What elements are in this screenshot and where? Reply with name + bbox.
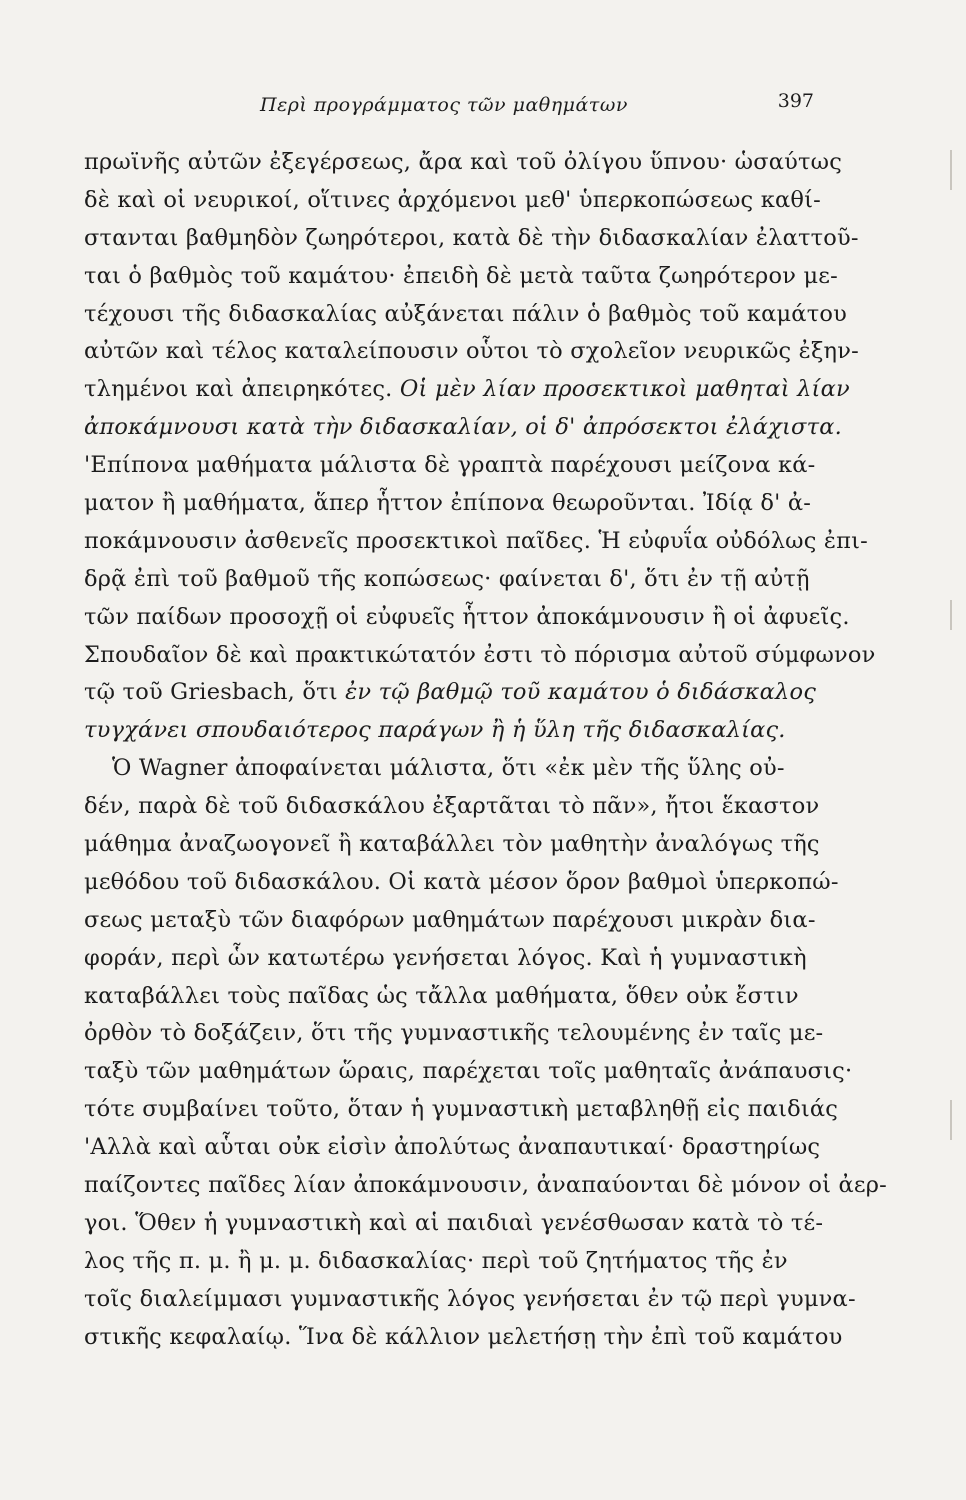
- text-line: [84, 371, 850, 409]
- page-edge-mark: [950, 150, 952, 190]
- text-line: παίζοντες παῖδες λίαν ἀποκάμνουσιν, ἀναπαύονται δὲ μόνον οἱ ἀερ-: [84, 1172, 887, 1199]
- text-line: μάθημα ἀναζωογονεῖ ἢ καταβάλλει τὸν μαθητὴν ἀναλόγως τῆς: [84, 831, 820, 858]
- text-line: τότε συμβαίνει τοῦτο, ὅταν ἡ γυμναστικὴ μεταβληθῇ εἰς παιδιάς: [84, 1096, 839, 1123]
- text-line: δέν, παρὰ δὲ τοῦ διδασκάλου ἐξαρτᾶται τὸ πᾶν», ἤτοι ἕκαστον: [84, 793, 820, 820]
- running-title: Περὶ προγράμματος τῶν μαθημάτων: [260, 94, 628, 116]
- text-line: λος τῆς π. μ. ἢ μ. μ. διδασκαλίας· περὶ τοῦ ζητήματος τῆς ἐν: [84, 1247, 788, 1274]
- text-line: τέχουσι τῆς διδασκαλίας αὐξάνεται πάλιν ὁ βαθμὸς τοῦ καμάτου: [84, 300, 847, 327]
- text-line: [84, 674, 844, 712]
- body-text: [84, 144, 887, 1357]
- text-run: τλημένοι καὶ ἀπειρηκότες.: [84, 376, 393, 403]
- text-line: φοράν, περὶ ὧν κατωτέρω γενήσεται λόγος. Καὶ ἡ γυμναστικὴ: [84, 944, 807, 971]
- page-edge-mark: [950, 1100, 952, 1140]
- text-line: δὲ καὶ οἱ νευρικοί, οἵτινες ἀρχόμενοι μεθ' ὑπερκοπώσεως καθί-: [84, 186, 821, 213]
- text-line: ἀποκάμνουσι κατὰ τὴν διδασκαλίαν, οἱ δ' ἀπρόσεκτοι ἐλάχιστα.: [84, 414, 842, 441]
- page-header: [84, 88, 824, 124]
- text-line: σεως μεταξὺ τῶν διαφόρων μαθημάτων παρέχουσι μικρὰν δια-: [84, 906, 816, 933]
- text-line: ταξὺ τῶν μαθημάτων ὥραις, παρέχεται τοῖς μαθηταῖς ἀνάπαυσις·: [84, 1058, 853, 1085]
- text-line: αὐτῶν καὶ τέλος καταλείπουσιν οὗτοι τὸ σχολεῖον νευρικῶς ἐξην-: [84, 338, 859, 365]
- text-line: Ὁ Wagner ἀποφαίνεται μάλιστα, ὅτι «ἐκ μὲν τῆς ὕλης οὐ-: [112, 755, 785, 782]
- text-line: Σπουδαῖον δὲ καὶ πρακτικώτατόν ἐστι τὸ πόρισμα αὐτοῦ σύμφωνον: [84, 641, 876, 668]
- text-line: τυγχάνει σπουδαιότερος παράγων ἢ ἡ ὕλη τῆς διδασκαλίας.: [84, 717, 786, 744]
- text-line: τῶν παίδων προσοχῇ οἱ εὐφυεῖς ἧττον ἀποκάμνουσιν ἢ οἱ ἀφυεῖς.: [84, 603, 850, 630]
- text-line: ποκάμνουσιν ἀσθενεῖς προσεκτικοὶ παῖδες. Ἡ εὐφυΐα οὐδόλως ἐπι-: [84, 527, 868, 554]
- text-line: δρᾷ ἐπὶ τοῦ βαθμοῦ τῆς κοπώσεως· φαίνεται δ', ὅτι ἐν τῇ αὐτῇ: [84, 565, 810, 592]
- italic-run: ἐν τῷ βαθμῷ τοῦ καμάτου ὁ διδάσκαλος: [345, 679, 817, 706]
- text-line: 'Αλλὰ καὶ αὗται οὐκ εἰσὶν ἀπολύτως ἀναπαυτικαί· δραστηρίως: [84, 1134, 821, 1161]
- text-line: 'Επίπονα μαθήματα μάλιστα δὲ γραπτὰ παρέχουσι μείζονα κά-: [84, 452, 816, 479]
- text-line: ται ὁ βαθμὸς τοῦ καμάτου· ἐπειδὴ δὲ μετὰ ταῦτα ζωηρότερον με-: [84, 262, 838, 289]
- page-edge-mark: [950, 600, 952, 630]
- page-number: 397: [777, 90, 814, 112]
- text-line: στικῆς κεφαλαίῳ. Ἵνα δὲ κάλλιον μελετήσῃ τὴν ἐπὶ τοῦ καμάτου: [84, 1323, 843, 1350]
- text-line: πρωϊνῆς αὐτῶν ἐξεγέρσεως, ἄρα καὶ τοῦ ὀλίγου ὕπνου· ὡσαύτως: [84, 149, 843, 175]
- text-line: γοι. Ὅθεν ἡ γυμναστικὴ καὶ αἱ παιδιαὶ γενέσθωσαν κατὰ τὸ τέ-: [84, 1209, 824, 1236]
- text-run: τῷ τοῦ Griesbach, ὅτι: [84, 679, 338, 706]
- text-line: μεθόδου τοῦ διδασκάλου. Οἱ κατὰ μέσον ὅρον βαθμοὶ ὑπερκοπώ-: [84, 868, 839, 895]
- text-line: τοῖς διαλείμμασι γυμναστικῆς λόγος γενήσεται ἐν τῷ περὶ γυμνα-: [84, 1285, 856, 1312]
- text-line: στανται βαθμηδὸν ζωηρότεροι, κατὰ δὲ τὴν διδασκαλίαν ἐλαττοῦ-: [84, 224, 859, 251]
- text-line: ματον ἢ μαθήματα, ἅπερ ἧττον ἐπίπονα θεωροῦνται. Ἰδίᾳ δ' ἀ-: [84, 490, 812, 517]
- text-line: καταβάλλει τοὺς παῖδας ὡς τἄλλα μαθήματα, ὅθεν οὐκ ἔστιν: [84, 982, 799, 1009]
- italic-run: Οἱ μὲν λίαν προσεκτικοὶ μαθηταὶ λίαν: [399, 376, 850, 403]
- text-line: ὀρθὸν τὸ δοξάζειν, ὅτι τῆς γυμναστικῆς τελουμένης ἐν ταῖς με-: [84, 1020, 824, 1047]
